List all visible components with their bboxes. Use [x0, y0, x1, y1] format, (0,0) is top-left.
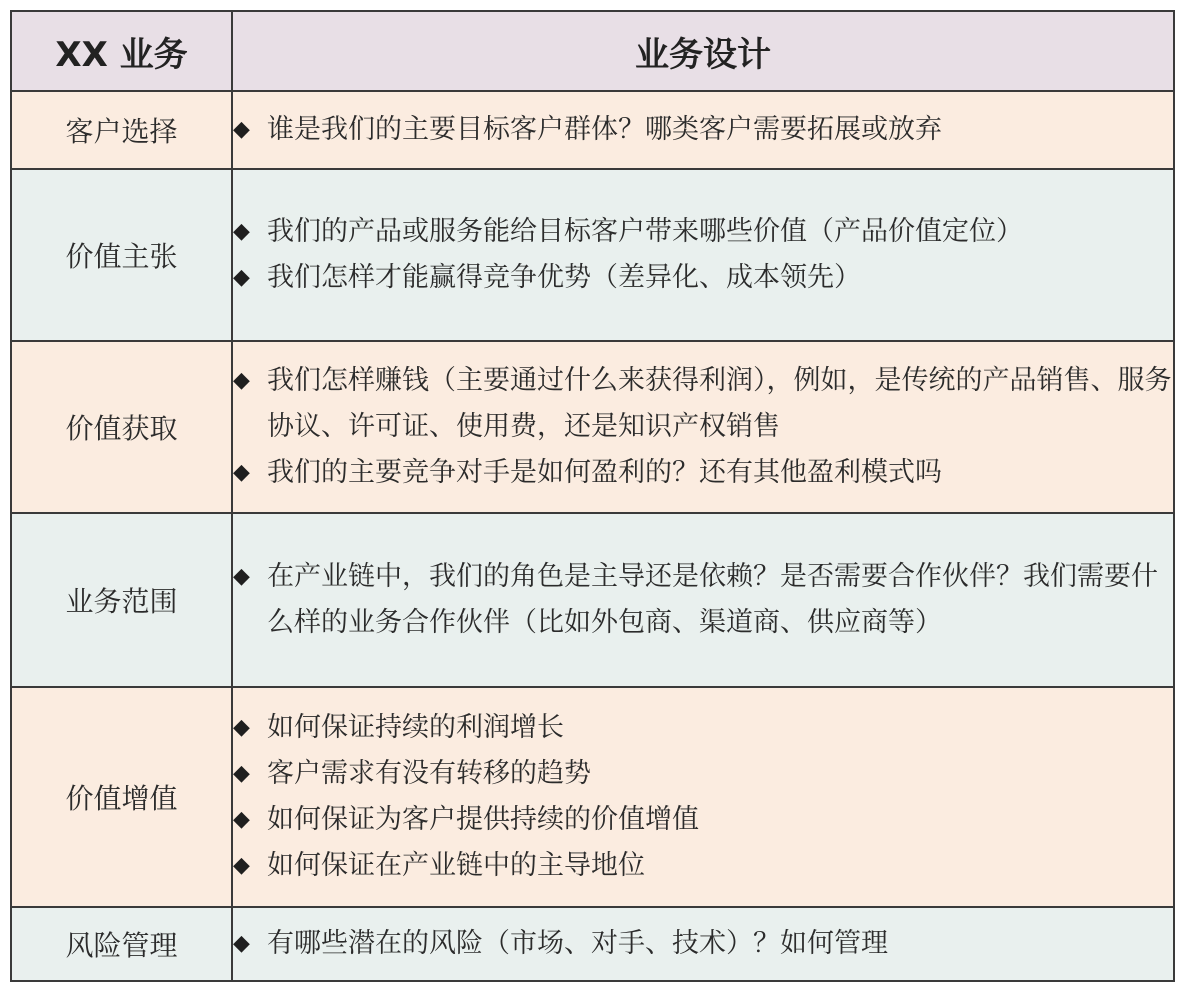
diamond-bullet-icon: ◆	[233, 117, 250, 142]
row-content	[232, 513, 1174, 687]
list-item	[233, 751, 1173, 797]
item-text: 客户需求有没有转移的趋势	[267, 758, 591, 789]
table-row	[11, 341, 1174, 513]
header-business: XX 业务	[11, 11, 232, 91]
item-text: 我们怎样赚钱（主要通过什么来获得利润），例如，是传统的产品销售、服务协议、许可证、使用费，还是知识产权销售	[267, 365, 1172, 442]
row-content	[232, 907, 1174, 981]
row-content	[232, 687, 1174, 907]
item-text: 在产业链中，我们的角色是主导还是依赖？是否需要合作伙伴？我们需要什么样的业务合作伙伴（比如外包商、渠道商、供应商等）	[267, 561, 1158, 638]
list-item	[233, 358, 1173, 450]
diamond-bullet-icon: ◆	[233, 219, 250, 244]
item-text: 如何保证在产业链中的主导地位	[267, 850, 645, 881]
table-row	[11, 907, 1174, 981]
diamond-bullet-icon: ◆	[233, 807, 250, 832]
table-row	[11, 91, 1174, 169]
table-header-row	[11, 11, 1174, 91]
diamond-bullet-icon: ◆	[233, 265, 250, 290]
row-category: 业务范围	[11, 513, 232, 687]
row-category: 价值获取	[11, 341, 232, 513]
list-item	[233, 797, 1173, 843]
diamond-bullet-icon: ◆	[233, 460, 250, 485]
item-text: 我们的主要竞争对手是如何盈利的？还有其他盈利模式吗	[267, 457, 942, 488]
row-category: 客户选择	[11, 91, 232, 169]
table-row	[11, 169, 1174, 341]
list-item	[233, 450, 1173, 496]
header-business-design: 业务设计	[232, 11, 1174, 91]
list-item	[233, 843, 1173, 889]
list-item	[233, 255, 1173, 301]
diamond-bullet-icon: ◆	[233, 931, 250, 956]
row-content	[232, 169, 1174, 341]
row-category: 价值增值	[11, 687, 232, 907]
list-item	[233, 705, 1173, 751]
diamond-bullet-icon: ◆	[233, 368, 250, 393]
list-item	[233, 554, 1173, 646]
row-category: 风险管理	[11, 907, 232, 981]
list-item	[233, 107, 1173, 153]
item-text: 谁是我们的主要目标客户群体？哪类客户需要拓展或放弃	[267, 114, 942, 145]
diamond-bullet-icon: ◆	[233, 761, 250, 786]
row-content	[232, 341, 1174, 513]
business-design-table	[10, 10, 1175, 982]
item-text: 如何保证持续的利润增长	[267, 712, 564, 743]
row-category: 价值主张	[11, 169, 232, 341]
row-content	[232, 91, 1174, 169]
item-text: 我们怎样才能赢得竞争优势（差异化、成本领先）	[267, 262, 861, 293]
diamond-bullet-icon: ◆	[233, 564, 250, 589]
diamond-bullet-icon: ◆	[233, 853, 250, 878]
list-item	[233, 921, 1173, 967]
table-row	[11, 513, 1174, 687]
item-text: 我们的产品或服务能给目标客户带来哪些价值（产品价值定位）	[267, 216, 1023, 247]
item-text: 如何保证为客户提供持续的价值增值	[267, 804, 699, 835]
list-item	[233, 209, 1173, 255]
table-row	[11, 687, 1174, 907]
item-text: 有哪些潜在的风险（市场、对手、技术）？如何管理	[267, 928, 888, 959]
diamond-bullet-icon: ◆	[233, 715, 250, 740]
